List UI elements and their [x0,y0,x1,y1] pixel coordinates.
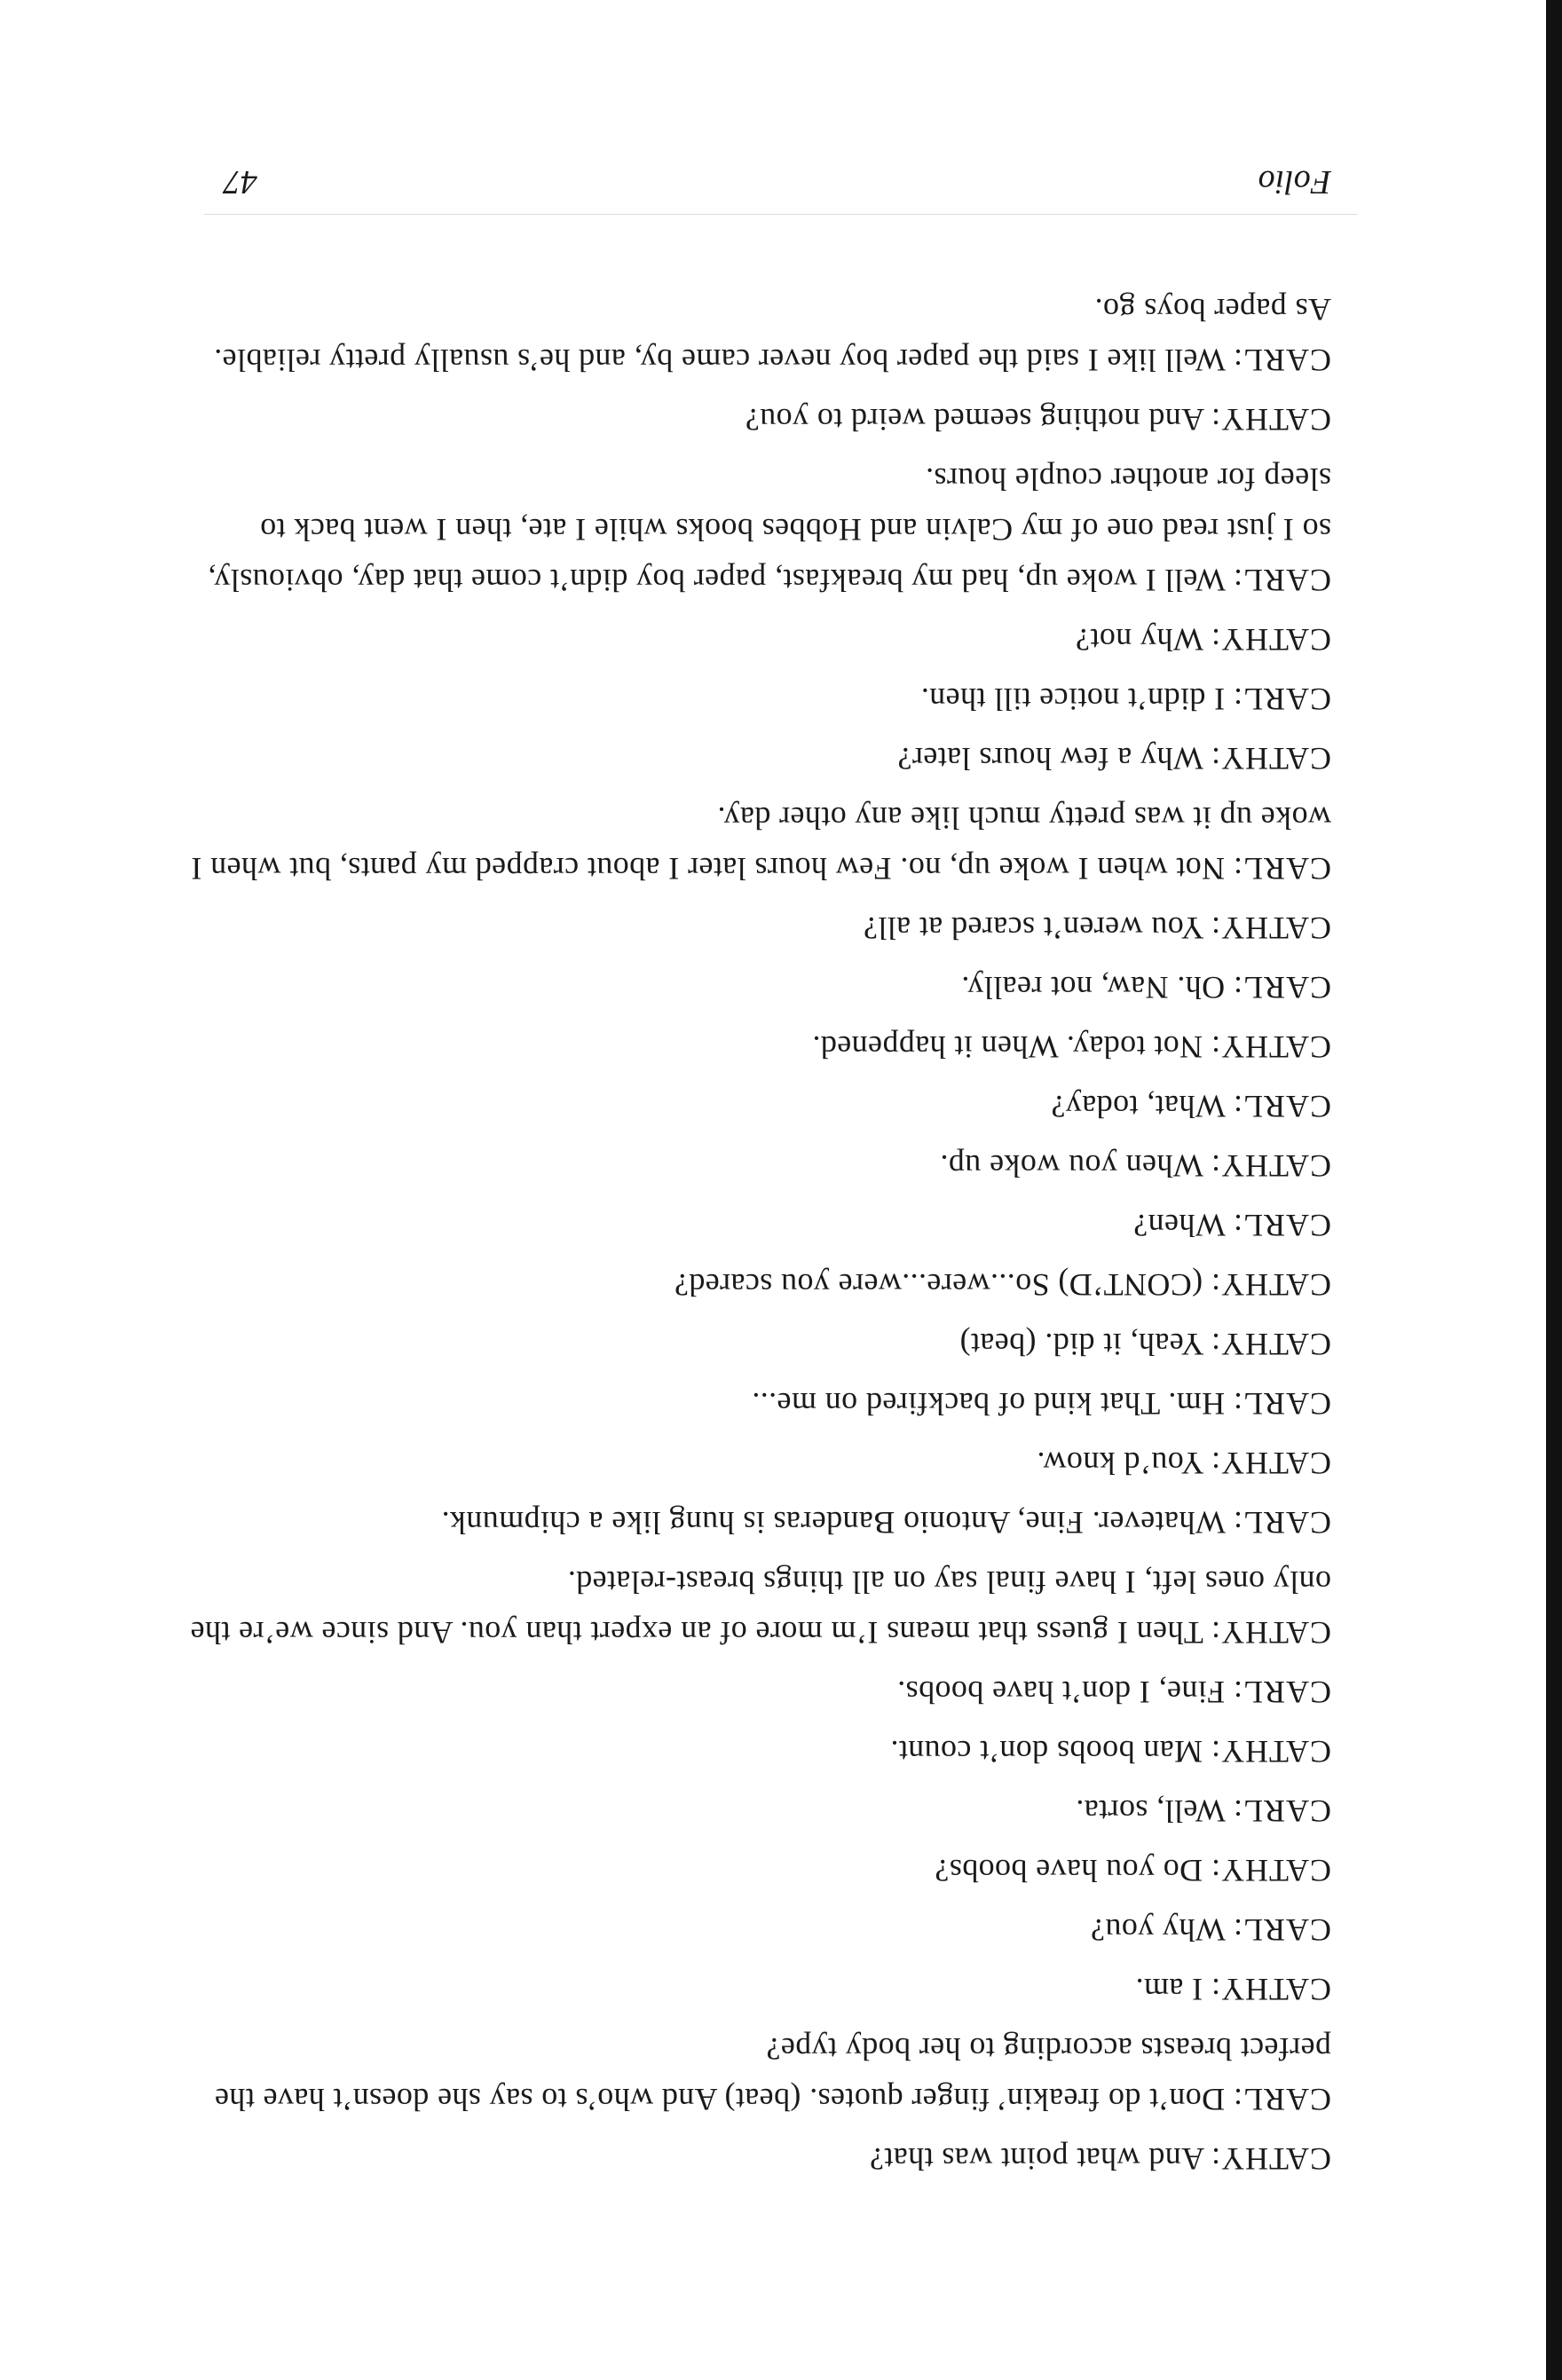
dialogue-text: Man boobs don’t count. [890,1734,1203,1769]
speaker-name: CATHY [1219,1734,1331,1769]
dialogue-text: Whatever. Fine, Antonio Banderas is hung like a chipmunk. [441,1505,1226,1541]
dialogue-line: CATHY: Why a few hours later? [897,741,1331,776]
dialogue-text: You’d know. [1037,1446,1204,1481]
dialogue-line: CARL: Well, sorta. [1075,1793,1331,1829]
dialogue-line: CARL: When? [1132,1208,1331,1243]
dialogue-text: Why you? [1090,1912,1226,1948]
speaker-name: CARL [1242,563,1331,598]
dialogue-text: Then I guess that means I’m more of an expert than you. And since we’re the only ones left, I have final say on all things breast-related. [190,1564,1331,1651]
dialogue-line: CATHY: You weren’t scared at all? [863,910,1331,946]
folio-label: Folio [1258,163,1331,201]
dialogue-text: Why not? [1075,622,1203,658]
dialogue-text: Well like I said the paper boy never came by, and he’s usually pretty reliable. As paper boys go. [213,292,1331,378]
dialogue-text: And nothing seemed weird to you? [745,402,1205,437]
speaker-name: CATHY [1219,1327,1331,1362]
speaker-name: CATHY [1219,622,1331,658]
speaker-name: CARL [1242,851,1331,887]
dialogue-line: CATHY: And nothing seemed weird to you? [745,402,1331,437]
dialogue-line: CARL: Not when I woke up, no. Few hours later I about crapped my pants, but when I woke up it was pretty much like any other day. [191,800,1331,887]
dialogue-line: CARL: Well like I said the paper boy never came by, and he’s usually pretty reliable. As paper boys go. [213,292,1331,378]
speaker-name: CATHY [1219,1615,1331,1651]
dialogue-line: CATHY: Not today. When it happened. [812,1029,1331,1065]
dialogue-text: Not today. When it happened. [812,1029,1203,1065]
speaker-name: CARL [1242,1675,1331,1710]
dialogue-text: Oh. Naw, not really. [960,970,1226,1005]
dialogue-line: CATHY: Man boobs don’t count. [890,1734,1331,1769]
dialogue-text: Well, sorta. [1075,1793,1226,1829]
page-edge-rule [1546,0,1562,2380]
speaker-name: CATHY [1219,1853,1331,1888]
speaker-name: CARL [1242,1793,1331,1829]
speaker-name: CARL [1242,1089,1331,1124]
speaker-name: CARL [1242,1386,1331,1422]
dialogue-text: Do you have boobs? [935,1853,1203,1888]
speaker-name: CATHY [1219,741,1331,776]
dialogue-text: Fine, I don’t have boobs. [896,1675,1226,1710]
dialogue-line: CARL: Well I woke up, had my breakfast, paper boy didn’t come that day, obviously, so I just read one of my Calvin and Hobbes books while I ate, then I went back to sleep for another couple hours. [207,461,1331,598]
dialogue-text: Not when I woke up, no. Few hours later I about crapped my pants, but when I woke up it was pretty much like any other day. [191,800,1331,887]
dialogue-line: CATHY: You’d know. [1037,1446,1331,1481]
speaker-name: CATHY [1219,2141,1331,2177]
dialogue-line: CATHY: Why not? [1075,622,1331,658]
speaker-name: CATHY [1219,1148,1331,1184]
dialogue-text: And what point was that? [869,2141,1205,2177]
speaker-name: CARL [1242,2082,1331,2117]
dialogue-text: Hm. That kind of backfired on me... [751,1386,1226,1422]
speaker-name: CARL [1242,682,1331,717]
speaker-name: CARL [1242,343,1331,378]
dialogue-text: Don’t do freakin’ finger quotes. (beat) And who’s to say she doesn’t have the perfect breasts according to her body type? [214,2031,1331,2117]
dialogue-line: CATHY: Yeah, it did. (beat) [959,1327,1331,1362]
dialogue-text: (CONT’D) So...were...were you scared? [674,1267,1203,1303]
speaker-name: CATHY [1219,910,1331,946]
dialogue-line: CATHY: And what point was that? [869,2141,1331,2177]
speaker-name: CARL [1242,1505,1331,1541]
dialogue-text: Yeah, it did. (beat) [959,1327,1204,1362]
dialogue-text: When you woke up. [940,1148,1203,1184]
dialogue-line: CARL: Don’t do freakin’ finger quotes. (beat) And who’s to say she doesn’t have the perfect breasts according to her body type? [214,2031,1331,2117]
speaker-name: CATHY [1219,1267,1331,1303]
dialogue-line: CARL: What, today? [1051,1089,1331,1124]
dialogue-line: CATHY: Do you have boobs? [935,1853,1331,1888]
dialogue-text: Why a few hours later? [897,741,1203,776]
footer-rule [204,214,1358,215]
dialogue-line: CARL: Oh. Naw, not really. [960,970,1331,1005]
dialogue-line: CARL: Hm. That kind of backfired on me... [751,1386,1331,1422]
dialogue-line: CATHY: (CONT’D) So...were...were you scared? [674,1267,1331,1303]
dialogue-text: When? [1132,1208,1226,1243]
speaker-name: CARL [1242,1208,1331,1243]
dialogue-line: CARL: I didn’t notice till then. [920,682,1331,717]
dialogue-line: CATHY: I am. [1135,1972,1331,2007]
speaker-name: CATHY [1219,1446,1331,1481]
speaker-name: CARL [1242,970,1331,1005]
dialogue-text: I didn’t notice till then. [920,682,1226,717]
dialogue-line: CATHY: Then I guess that means I’m more of an expert than you. And since we’re the only ones left, I have final say on all things breast-related. [190,1564,1331,1651]
speaker-name: CATHY [1219,1029,1331,1065]
speaker-name: CATHY [1219,1972,1331,2007]
dialogue-line: CARL: Whatever. Fine, Antonio Banderas is hung like a chipmunk. [441,1505,1331,1541]
dialogue-line: CATHY: When you woke up. [940,1148,1331,1184]
dialogue-text: Well I woke up, had my breakfast, paper boy didn’t come that day, obviously, so I just read one of my Calvin and Hobbes books while I ate, then I went back to sleep for another couple hours. [207,461,1331,598]
dialogue-text: You weren’t scared at all? [863,910,1204,946]
dialogue-text: What, today? [1051,1089,1226,1124]
dialogue-line: CARL: Fine, I don’t have boobs. [896,1675,1331,1710]
speaker-name: CARL [1242,1912,1331,1948]
dialogue-line: CARL: Why you? [1090,1912,1331,1948]
dialogue-text: I am. [1135,1972,1203,2007]
speaker-name: CATHY [1219,402,1331,437]
script-dialogue [186,275,1331,2184]
page-number: 47 [224,163,257,201]
